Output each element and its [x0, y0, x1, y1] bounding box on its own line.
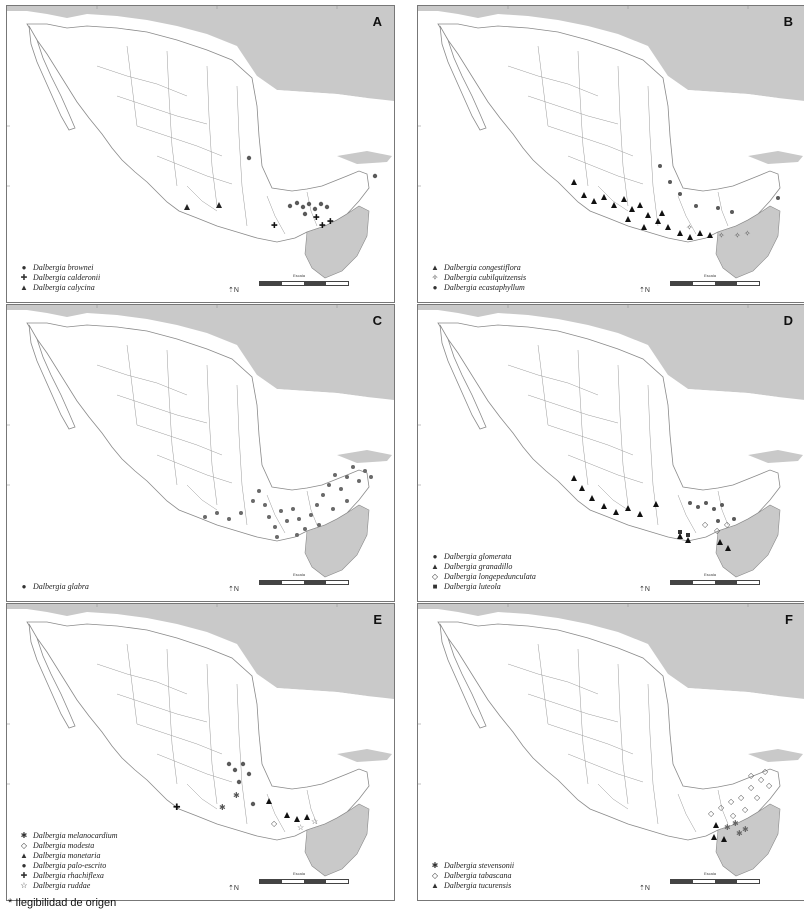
footnote: * Ilegibilidad de origen — [8, 897, 117, 909]
cross-icon: ✚ — [20, 272, 28, 282]
legend-label: Dalbergia calycina — [33, 282, 95, 292]
triangle-icon: ▲ — [20, 850, 28, 860]
scale-title: Escala — [292, 273, 305, 278]
north-arrow-icon: ⇡N — [228, 885, 239, 892]
legend-item — [19, 282, 100, 292]
legend-label: Dalbergia glomerata — [444, 551, 512, 561]
panel-letter: F — [785, 612, 793, 627]
dot-icon: ● — [432, 551, 438, 561]
legend-label: Dalbergia cubilquitzensis — [444, 272, 527, 282]
legend-item — [19, 581, 89, 591]
square-icon: ■ — [432, 581, 438, 591]
scale-bar — [650, 273, 770, 291]
svg-text:✧: ✧ — [744, 229, 751, 238]
svg-text:◇: ◇ — [758, 775, 765, 784]
open-diamond-icon: ◇ — [431, 870, 439, 880]
legend-item — [19, 850, 118, 860]
panel-letter: E — [373, 612, 382, 627]
dot-icon: ● — [432, 282, 438, 292]
scale-line — [670, 281, 760, 286]
legend-item — [430, 581, 536, 591]
legend-item — [19, 870, 118, 880]
svg-text:◇: ◇ — [714, 526, 721, 535]
legend-item — [430, 262, 526, 272]
legend-item — [19, 840, 118, 850]
svg-text:◇: ◇ — [730, 811, 737, 820]
dot-icon: ● — [21, 262, 27, 272]
map-of-mexico — [418, 6, 804, 302]
north-arrow-icon: ⇡N — [639, 287, 650, 294]
triangle-icon: ▲ — [20, 282, 28, 292]
open-diamond-icon: ◇ — [431, 571, 439, 581]
svg-text:☆: ☆ — [297, 823, 305, 832]
legend-label: Dalbergia granadillo — [444, 561, 513, 571]
legend-label: Dalbergia modesta — [33, 840, 95, 850]
scale-bar — [650, 871, 770, 889]
legend-item — [430, 880, 514, 890]
svg-text:◇: ◇ — [708, 809, 715, 818]
legend — [430, 860, 514, 890]
map-panel-d — [417, 304, 804, 602]
svg-text:◇: ◇ — [742, 805, 749, 814]
legend-item — [430, 870, 514, 880]
scale-title: Escala — [292, 871, 305, 876]
legend-label: Dalbergia congestiflora — [444, 262, 521, 272]
legend-item — [430, 272, 526, 282]
scale-line — [670, 580, 760, 585]
legend-label: Dalbergia tabascana — [444, 870, 512, 880]
legend-label: Dalbergia melanocardium — [33, 830, 118, 840]
svg-text:✱: ✱ — [742, 825, 749, 834]
legend-label: Dalbergia ecastaphyllum — [444, 282, 525, 292]
open-diamond-icon: ◇ — [20, 840, 28, 850]
scale-title: Escala — [703, 871, 716, 876]
scale-title: Escala — [703, 273, 716, 278]
legend-item — [19, 880, 118, 890]
svg-text:☆: ☆ — [311, 817, 319, 826]
scale-line — [259, 879, 349, 884]
legend-label: Dalbergia brownei — [33, 262, 94, 272]
cross-icon: ✚ — [20, 870, 28, 880]
legend — [19, 581, 89, 591]
asterisk-icon: ✱ — [431, 860, 439, 870]
svg-text:◇: ◇ — [762, 767, 769, 776]
legend-item — [430, 551, 536, 561]
map-of-mexico — [7, 6, 394, 302]
legend — [19, 830, 118, 890]
scale-line — [259, 580, 349, 585]
svg-text:◇: ◇ — [718, 803, 725, 812]
map-panel-f — [417, 603, 804, 901]
dot-icon: ● — [21, 581, 27, 591]
map-panel-a — [6, 5, 395, 303]
map-panel-e — [6, 603, 395, 901]
north-arrow-icon: ⇡N — [639, 586, 650, 593]
svg-text:◇: ◇ — [748, 771, 755, 780]
svg-text:✚: ✚ — [327, 217, 334, 226]
legend-label: Dalbergia rhachiflexa — [33, 870, 104, 880]
scale-bar — [239, 871, 359, 889]
svg-text:◇: ◇ — [748, 783, 755, 792]
svg-text:◇: ◇ — [271, 819, 278, 828]
triangle-icon: ▲ — [431, 262, 439, 272]
star-icon: ☆ — [20, 880, 28, 890]
legend-label: Dalbergia longepedunculata — [444, 571, 536, 581]
svg-text:✚: ✚ — [313, 213, 320, 222]
legend-label: Dalbergia luteola — [444, 581, 501, 591]
svg-text:◇: ◇ — [728, 797, 735, 806]
triangle-icon: ▲ — [431, 561, 439, 571]
scale-bar — [239, 273, 359, 291]
north-arrow-icon: ⇡N — [639, 885, 650, 892]
panel-letter: C — [372, 313, 382, 328]
panel-letter: A — [372, 14, 382, 29]
legend-item — [19, 830, 118, 840]
legend-label: Dalbergia ruddae — [33, 880, 91, 890]
svg-text:✱: ✱ — [724, 823, 731, 832]
triangle-icon: ▲ — [431, 880, 439, 890]
panel-letter: D — [783, 313, 793, 328]
svg-text:✧: ✧ — [686, 223, 693, 232]
legend — [430, 551, 536, 591]
map-panel-b — [417, 5, 804, 303]
panel-letter: B — [783, 14, 793, 29]
map-of-mexico — [7, 305, 394, 601]
legend-item — [430, 282, 526, 292]
svg-text:✚: ✚ — [319, 221, 326, 230]
scale-title: Escala — [703, 572, 716, 577]
svg-text:✱: ✱ — [736, 829, 743, 838]
legend-item — [430, 561, 536, 571]
legend-item — [19, 860, 118, 870]
svg-text:◇: ◇ — [724, 520, 731, 529]
svg-text:◇: ◇ — [766, 781, 773, 790]
map-panel-c — [6, 304, 395, 602]
svg-text:✚: ✚ — [173, 802, 181, 812]
svg-text:✱: ✱ — [732, 819, 739, 828]
map-of-mexico — [418, 604, 804, 900]
svg-text:◇: ◇ — [754, 793, 761, 802]
legend-label: Dalbergia glabra — [33, 581, 89, 591]
legend-label: Dalbergia stevensonii — [444, 860, 515, 870]
svg-text:✱: ✱ — [219, 803, 226, 812]
scale-line — [259, 281, 349, 286]
scale-bar — [239, 572, 359, 590]
legend-item — [19, 272, 100, 282]
north-arrow-icon: ⇡N — [228, 586, 239, 593]
svg-text:✧: ✧ — [718, 231, 725, 240]
svg-text:✱: ✱ — [233, 791, 240, 800]
legend-label: Dalbergia calderonii — [33, 272, 101, 282]
scale-bar — [650, 572, 770, 590]
legend — [430, 262, 526, 292]
svg-text:✧: ✧ — [734, 231, 741, 240]
legend — [19, 262, 100, 292]
legend-item — [430, 571, 536, 581]
scale-line — [670, 879, 760, 884]
svg-text:◇: ◇ — [738, 793, 745, 802]
legend-label: Dalbergia monetaria — [33, 850, 101, 860]
dot-icon: ● — [21, 860, 27, 870]
svg-text:◇: ◇ — [702, 520, 709, 529]
legend-item — [430, 860, 514, 870]
legend-label: Dalbergia palo-escrito — [33, 860, 107, 870]
asterisk-icon: ✱ — [20, 830, 28, 840]
open-cross-icon: ✧ — [431, 272, 439, 282]
svg-text:✚: ✚ — [271, 221, 278, 230]
scale-title: Escala — [292, 572, 305, 577]
north-arrow-icon: ⇡N — [228, 287, 239, 294]
legend-item — [19, 262, 100, 272]
legend-label: Dalbergia tucurensis — [444, 880, 512, 890]
